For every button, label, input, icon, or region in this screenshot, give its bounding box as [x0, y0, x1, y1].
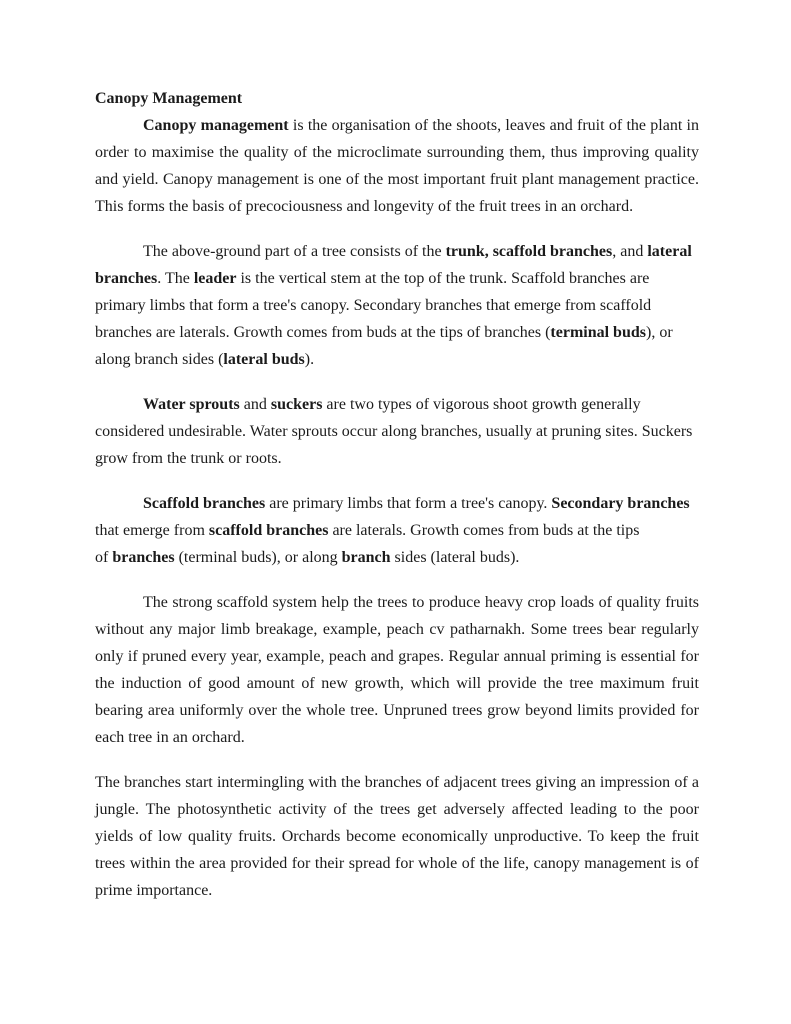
bold-text-run: Scaffold branches	[143, 495, 266, 512]
text-run: that emerge from	[95, 522, 209, 539]
bold-text-run: Canopy management	[143, 117, 289, 134]
text-run: is the vertical stem at the top of the trunk. Scaffold branches are primary limbs that form a tree's canopy. Secondary branches that emerge from scaffold branches are laterals. Growth comes from buds at the tips of branches (	[95, 270, 652, 341]
bold-text-run: branches	[112, 549, 175, 566]
bold-text-run: leader	[193, 270, 237, 287]
paragraph-strong-scaffold-system	[95, 589, 699, 751]
text-run: and	[239, 396, 271, 413]
bold-text-run: branch	[341, 549, 391, 566]
bold-text-run: lateral branches	[95, 243, 692, 287]
text-run: are primary limbs that form a tree's canopy.	[265, 495, 552, 512]
bold-text-run: Secondary branches	[551, 495, 690, 512]
bold-text-run: terminal buds	[550, 324, 646, 341]
text-run: , and	[612, 243, 648, 260]
text-run: are two types of vigorous shoot growth generally considered undesirable. Water sprouts occur along branches, usually at pruning sites. Suckers grow from the trunk or roots.	[95, 396, 693, 467]
bold-text-run: lateral buds	[223, 351, 305, 368]
bold-text-run: Water sprouts	[143, 396, 240, 413]
text-run: (terminal buds), or along	[174, 549, 342, 566]
text-run: . The	[157, 270, 194, 287]
page-title: Canopy Management	[95, 90, 243, 107]
text-run: is the organisation of the shoots, leaves and fruit of the plant in order to maximise the quality of the microclimate surrounding them, thus improving quality and yield. Canopy management is one of the most important fruit plant management practice. This forms the basis of precociousness and longevity of the fruit trees in an orchard.	[95, 117, 700, 215]
bold-text-run: trunk, scaffold branches	[445, 243, 613, 260]
text-run: The strong scaffold system help the trees to produce heavy crop loads of quality fruits without any major limb breakage, example, peach cv patharnakh. Some trees bear regularly only if pruned every year, example, peach and grapes. Regular annual priming is essential for the induction of good amount of new growth, which will provide the tree maximum fruit bearing area uniformly over the whole tree. Unpruned trees grow beyond limits provided for each tree in an orchard.	[95, 594, 699, 746]
text-run: sides (lateral buds).	[390, 549, 520, 566]
text-run: are laterals. Growth comes from buds at the tips	[328, 522, 640, 539]
text-run: of	[95, 549, 113, 566]
text-run: ).	[304, 351, 315, 368]
text-run: The above-ground part of a tree consists of the	[143, 243, 446, 260]
paragraph-canopy-definition	[95, 112, 699, 220]
document-body	[95, 112, 699, 904]
bold-text-run: suckers	[270, 396, 323, 413]
paragraph-tree-parts	[95, 238, 699, 373]
text-run: ), or along branch sides (	[95, 324, 673, 368]
text-run: The branches start intermingling with the branches of adjacent trees giving an impression of a jungle. The photosynthetic activity of the trees get adversely affected leading to the poor yields of low quality fruits. Orchards become economically unproductive. To keep the fruit trees within the area provided for their spread for whole of the life, canopy management is of prime importance.	[95, 774, 699, 899]
bold-text-run: scaffold branches	[208, 522, 329, 539]
paragraph-water-sprouts-suckers	[95, 391, 699, 472]
paragraph-intermingling-branches	[95, 769, 699, 904]
paragraph-scaffold-branches	[95, 490, 699, 571]
